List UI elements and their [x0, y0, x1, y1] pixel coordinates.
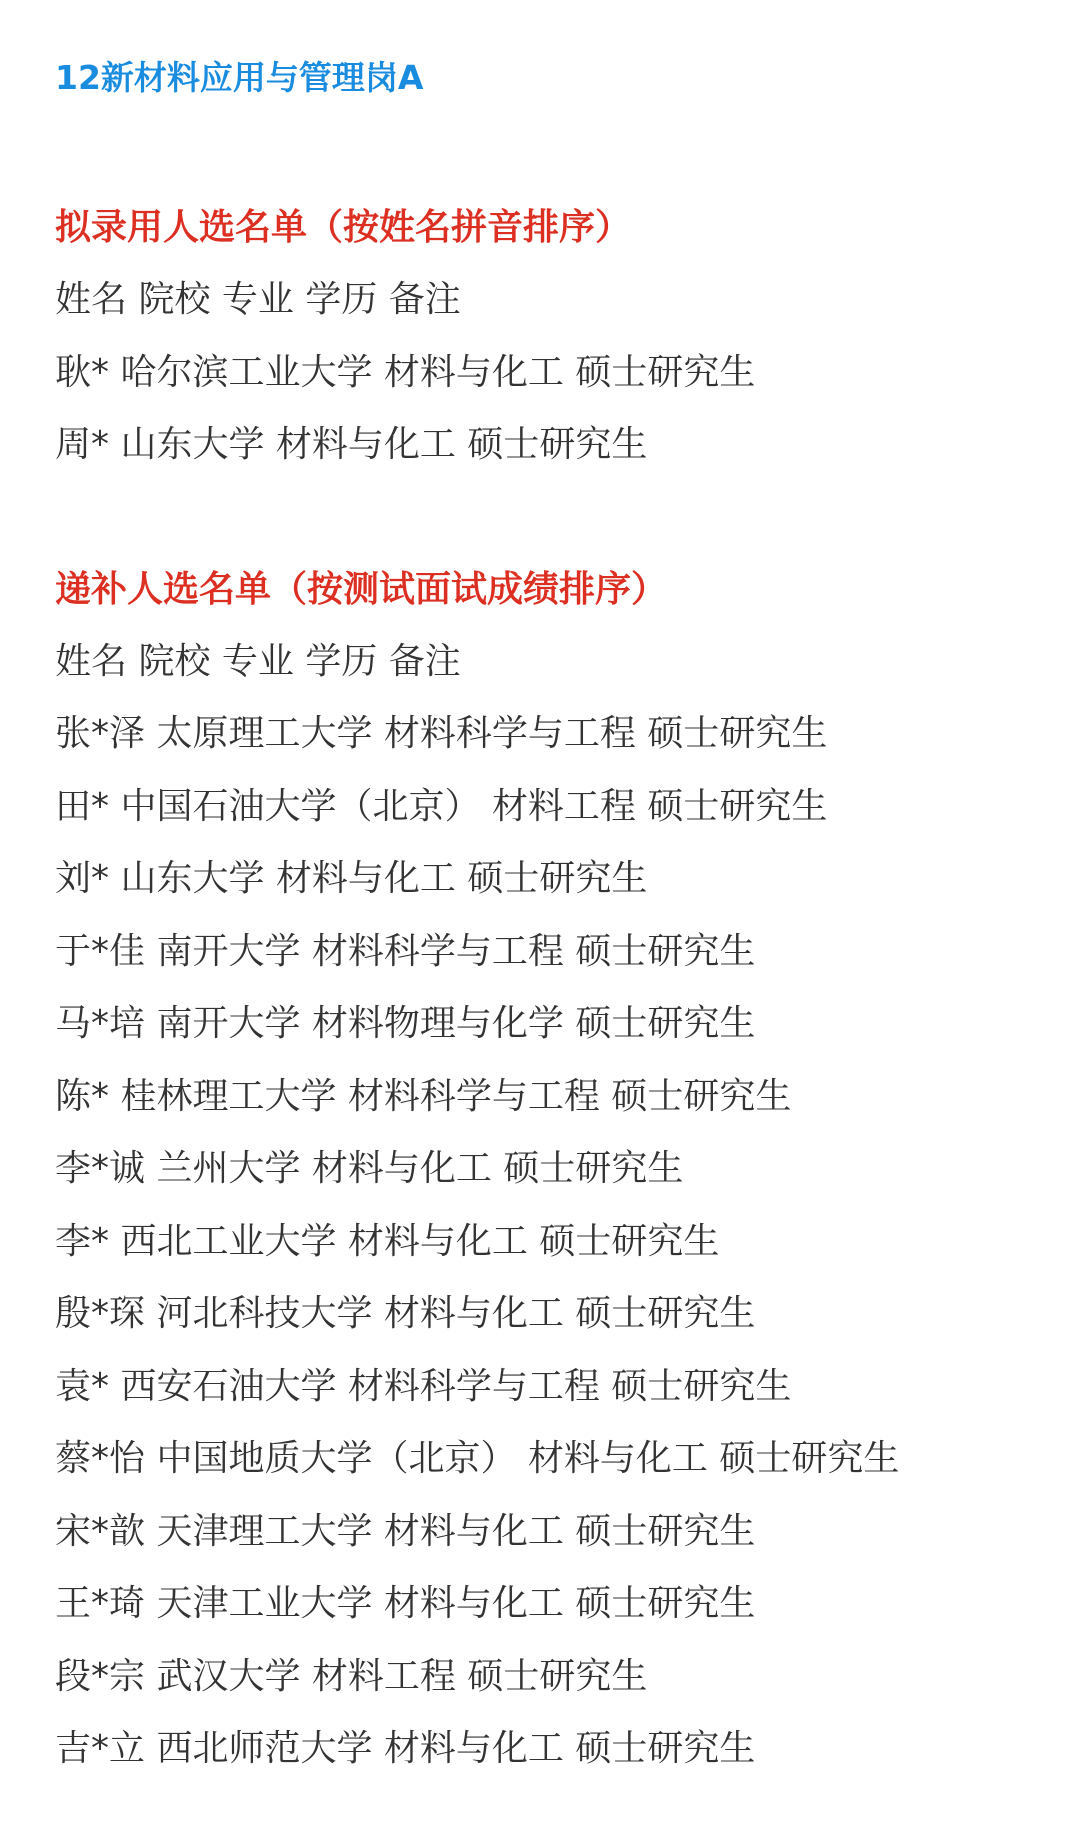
candidate-row: 马*培 南开大学 材料物理与化学 硕士研究生	[55, 1003, 756, 1044]
candidate-row: 于*佳 南开大学 材料科学与工程 硕士研究生	[55, 930, 756, 972]
candidate-row: 王*琦 天津工业大学 材料与化工 硕士研究生	[55, 1583, 756, 1624]
page-title: 12新材料应用与管理岗A	[55, 58, 424, 97]
candidate-row: 宋*歆 天津理工大学 材料与化工 硕士研究生	[55, 1510, 756, 1552]
section-heading-hired: 拟录用人选名单（按姓名拼音排序）	[55, 207, 632, 248]
candidate-row: 陈* 桂林理工大学 材料科学与工程 硕士研究生	[55, 1075, 792, 1117]
candidate-row: 段*宗 武汉大学 材料工程 硕士研究生	[55, 1655, 648, 1697]
candidate-row: 张*泽 太原理工大学 材料科学与工程 硕士研究生	[55, 713, 828, 754]
column-header-row: 姓名 院校 专业 学历 备注	[55, 640, 461, 682]
section-heading-alternate: 递补人选名单（按测试面试成绩排序）	[55, 568, 668, 610]
candidate-row: 吉*立 西北师范大学 材料与化工 硕士研究生	[55, 1728, 756, 1769]
hired-candidates-section	[55, 192, 1080, 482]
candidate-row: 李*诚 兰州大学 材料与化工 硕士研究生	[55, 1148, 684, 1189]
candidate-row: 殷*琛 河北科技大学 材料与化工 硕士研究生	[55, 1293, 756, 1334]
candidate-row: 周* 山东大学 材料与化工 硕士研究生	[55, 424, 648, 465]
alternate-candidates-section	[55, 554, 1080, 1786]
candidate-row: 蔡*怡 中国地质大学（北京） 材料与化工 硕士研究生	[55, 1438, 900, 1479]
candidate-row: 田* 中国石油大学（北京） 材料工程 硕士研究生	[55, 785, 828, 827]
candidate-row: 刘* 山东大学 材料与化工 硕士研究生	[55, 858, 648, 899]
column-header-row: 姓名 院校 专业 学历 备注	[55, 279, 461, 320]
candidate-row: 耿* 哈尔滨工业大学 材料与化工 硕士研究生	[55, 351, 756, 393]
candidate-row: 袁* 西安石油大学 材料科学与工程 硕士研究生	[55, 1365, 792, 1407]
candidate-row: 李* 西北工业大学 材料与化工 硕士研究生	[55, 1220, 720, 1262]
